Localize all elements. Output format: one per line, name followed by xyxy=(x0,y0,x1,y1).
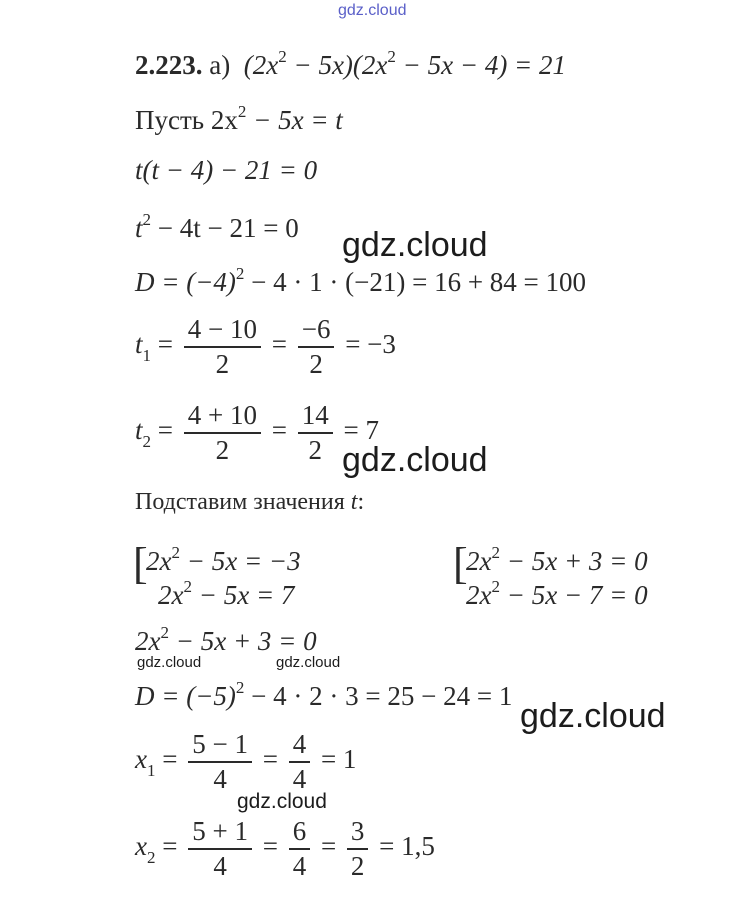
watermark-6: gdz.cloud xyxy=(237,790,327,813)
t1-fraction-1: $\frac{4 - 10}{2}$ xyxy=(184,316,261,378)
substitution-line: Пусть $2x^2 - 5x = t$ xyxy=(135,102,343,135)
problem-line: 2.223. а) $(2x^2 - 5x)(2x^2 - 5x - 4) = 21$ xyxy=(135,47,567,80)
t2-fraction-1: $\frac{4 + 10}{2}$ xyxy=(184,402,261,464)
x2-fraction-2: $\frac{6}{4}$ xyxy=(289,818,311,880)
substitute-heading: Подставим значения t: xyxy=(135,489,365,515)
t1-line: $t_1$ = $\frac{4 - 10}{2}$ = $\frac{-6}{2}$ = −3 xyxy=(135,314,396,379)
equation-t: t(t − 4) − 21 = 0 xyxy=(135,155,318,185)
watermark-1: gdz.cloud xyxy=(342,226,488,264)
system-left-1: $2x^2 - 5x = -3$ xyxy=(146,543,301,576)
problem-number: 2.223. xyxy=(135,50,203,80)
system-left-2: $2x^2 - 5x = 7$ xyxy=(158,577,295,610)
x2-line: $x_2$ = $\frac{5 + 1}{4}$ = $\frac{6}{4}$ = $\frac{3}{2}$ = 1,5 xyxy=(135,816,435,881)
t1-fraction-2: $\frac{-6}{2}$ xyxy=(298,316,335,378)
x1-fraction-2: $\frac{4}{4}$ xyxy=(289,731,311,793)
t2-fraction-2: $\frac{14}{2}$ xyxy=(298,402,333,464)
discriminant-2: $D = (-5)^2 - 4 \cdot 2 \cdot 3 = 25 - 24 = 1$ xyxy=(135,678,513,711)
eq-part-1: (2x xyxy=(243,50,279,80)
watermark-top: gdz.cloud xyxy=(338,2,407,19)
problem-part: а) xyxy=(209,50,231,80)
bracket-left: [ xyxy=(133,539,148,588)
quadratic-t: $t^2 - 4t - 21 = 0$ xyxy=(135,210,299,243)
t2-line: $t_2$ = $\frac{4 + 10}{2}$ = $\frac{14}{2}$ = 7 xyxy=(135,400,379,465)
system-right-2: $2x^2 - 5x - 7 = 0$ xyxy=(466,577,648,610)
x1-line: $x_1$ = $\frac{5 - 1}{4}$ = $\frac{4}{4}$ = 1 xyxy=(135,729,357,794)
eq-part-3: − 5x − 4) = 21 xyxy=(402,50,567,80)
system-right-1: $2x^2 - 5x + 3 = 0$ xyxy=(466,543,648,576)
x1-fraction-1: $\frac{5 - 1}{4}$ xyxy=(188,731,252,793)
watermark-4: gdz.cloud xyxy=(276,654,341,671)
bracket-right: [ xyxy=(453,539,468,588)
x2-fraction-3: $\frac{3}{2}$ xyxy=(347,818,369,880)
watermark-5: gdz.cloud xyxy=(520,697,666,735)
x2-fraction-1: $\frac{5 + 1}{4}$ xyxy=(188,818,252,880)
watermark-3: gdz.cloud xyxy=(137,654,202,671)
equation-x-1: $2x^2 - 5x + 3 = 0$ xyxy=(135,623,317,656)
discriminant-1: $D = (-4)^2 - 4 \cdot 1 \cdot (-21) = 16 + 84 = 100$ xyxy=(135,264,587,297)
eq-part-2: − 5x)(2x xyxy=(293,50,388,80)
watermark-2: gdz.cloud xyxy=(342,441,488,479)
